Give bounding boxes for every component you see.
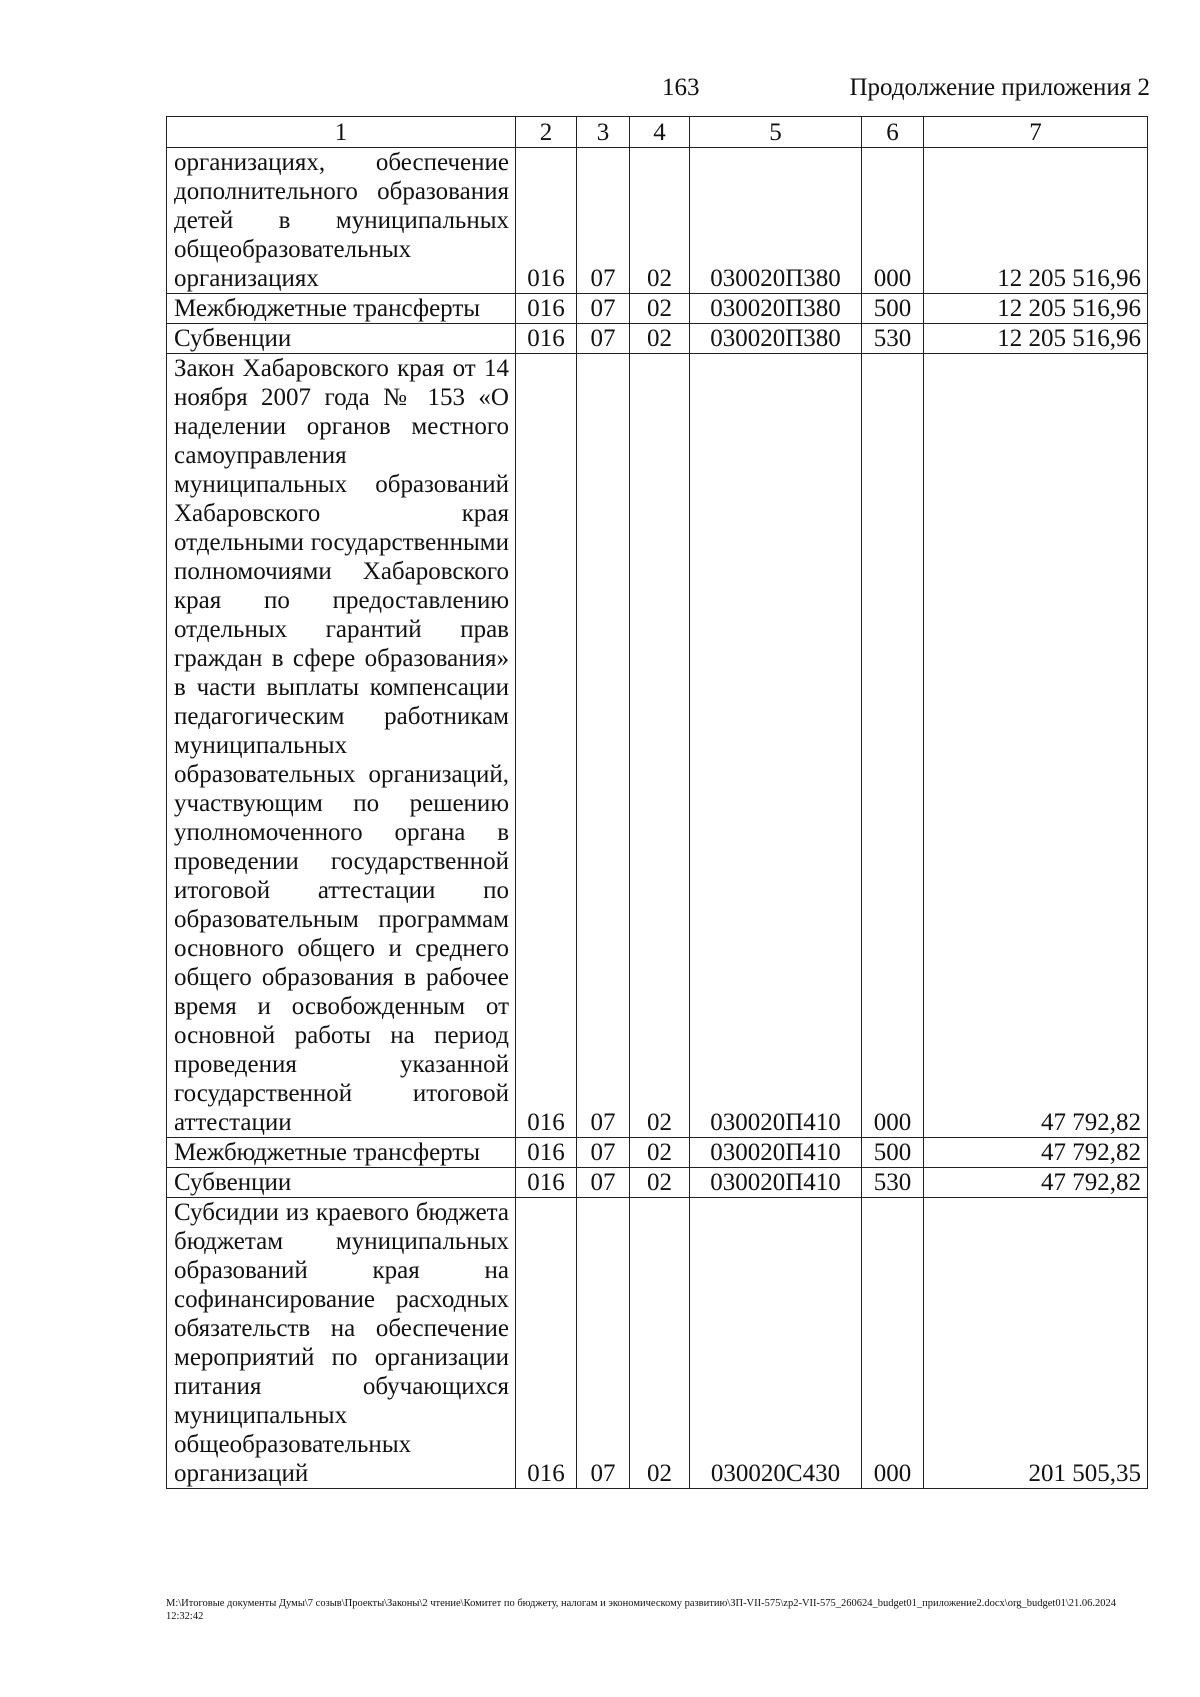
row-expense-type: 530 — [862, 1168, 924, 1198]
row-ministry-code: 016 — [516, 148, 577, 294]
row-expense-type: 500 — [862, 294, 924, 324]
column-header: 3 — [577, 117, 630, 148]
table-row — [167, 294, 1148, 324]
row-description: Закон Хабаровского края от 14 ноября 2007 года № 153 «О наделении органов местного самоуправления муниципальных образований Хабаровского края отдельными государственными полномочиями Хабаровского края по предоставлению отдельных гарантий прав граждан в сфере образования» в части выплаты компенсации педагогическим работникам муниципальных образовательных организаций, участвующим по решению уполномоченного органа в проведении государственной итоговой аттестации по образовательным программам основного общего и среднего общего образования в рабочее время и освобожденным от основной работы на период проведения указанной государственной итоговой аттестации — [167, 354, 516, 1138]
row-description: Субвенции — [167, 324, 516, 354]
column-header: 4 — [630, 117, 690, 148]
row-ministry-code: 016 — [516, 1168, 577, 1198]
row-subsection: 02 — [630, 148, 690, 294]
budget-table — [166, 116, 1148, 1489]
row-subsection: 02 — [630, 294, 690, 324]
row-subsection: 02 — [630, 1198, 690, 1489]
row-ministry-code: 016 — [516, 294, 577, 324]
row-description: организациях, обеспечение дополнительного образования детей в муниципальных общеобразовательных организациях — [167, 148, 516, 294]
row-section: 07 — [577, 1198, 630, 1489]
row-description: Субвенции — [167, 1168, 516, 1198]
row-amount: 47 792,82 — [924, 354, 1148, 1138]
row-section: 07 — [577, 148, 630, 294]
row-section: 07 — [577, 354, 630, 1138]
row-target-article: 030020П410 — [690, 354, 862, 1138]
row-expense-type: 500 — [862, 1138, 924, 1168]
table-header-row — [167, 117, 1148, 148]
row-expense-type: 000 — [862, 354, 924, 1138]
row-target-article: 030020П410 — [690, 1138, 862, 1168]
table-row — [167, 1168, 1148, 1198]
row-ministry-code: 016 — [516, 1138, 577, 1168]
table-row — [167, 1198, 1148, 1489]
row-section: 07 — [577, 1168, 630, 1198]
row-ministry-code: 016 — [516, 354, 577, 1138]
row-ministry-code: 016 — [516, 324, 577, 354]
continuation-label: Продолжение приложения 2 — [849, 74, 1150, 101]
table-row — [167, 148, 1148, 294]
column-header: 6 — [862, 117, 924, 148]
row-amount: 201 505,35 — [924, 1198, 1148, 1489]
row-section: 07 — [577, 294, 630, 324]
row-description: Межбюджетные трансферты — [167, 294, 516, 324]
row-target-article: 030020П410 — [690, 1168, 862, 1198]
table-row — [167, 354, 1148, 1138]
row-amount: 47 792,82 — [924, 1168, 1148, 1198]
column-header: 1 — [167, 117, 516, 148]
row-expense-type: 530 — [862, 324, 924, 354]
row-expense-type: 000 — [862, 1198, 924, 1489]
row-section: 07 — [577, 324, 630, 354]
column-header: 2 — [516, 117, 577, 148]
page-number: 163 — [662, 74, 700, 101]
row-target-article: 030020П380 — [690, 294, 862, 324]
row-subsection: 02 — [630, 1168, 690, 1198]
row-target-article: 030020П380 — [690, 148, 862, 294]
file-path-footer: М:\Итоговые документы Думы\7 созыв\Проекты\Законы\2 чтение\Комитет по бюджету, налогам и экономическому развитию\ЗП-VII-575\zp2-VII-575_260624_budget01_приложение2.docx\org_budget01\21.06.2024 12:32:42 — [166, 1598, 1117, 1622]
column-header: 5 — [690, 117, 862, 148]
row-ministry-code: 016 — [516, 1198, 577, 1489]
row-target-article: 030020С430 — [690, 1198, 862, 1489]
table-row — [167, 324, 1148, 354]
row-subsection: 02 — [630, 354, 690, 1138]
row-amount: 12 205 516,96 — [924, 148, 1148, 294]
row-amount: 12 205 516,96 — [924, 294, 1148, 324]
row-amount: 12 205 516,96 — [924, 324, 1148, 354]
row-subsection: 02 — [630, 1138, 690, 1168]
row-description: Межбюджетные трансферты — [167, 1138, 516, 1168]
table-row — [167, 1138, 1148, 1168]
row-target-article: 030020П380 — [690, 324, 862, 354]
column-header: 7 — [924, 117, 1148, 148]
row-expense-type: 000 — [862, 148, 924, 294]
row-subsection: 02 — [630, 324, 690, 354]
row-amount: 47 792,82 — [924, 1138, 1148, 1168]
row-section: 07 — [577, 1138, 630, 1168]
row-description: Субсидии из краевого бюджета бюджетам муниципальных образований края на софинансирование расходных обязательств на обеспечение мероприятий по организации питания обучающихся муниципальных общеобразовательных организаций — [167, 1198, 516, 1489]
